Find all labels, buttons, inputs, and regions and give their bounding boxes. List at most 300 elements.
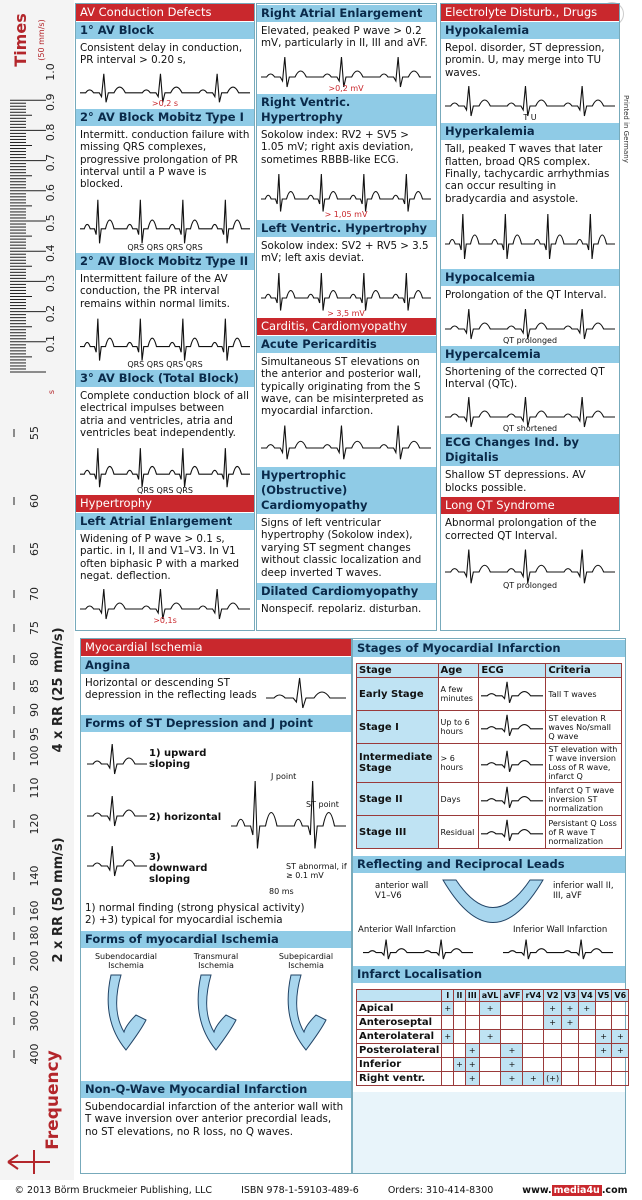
inferior-wall-label: inferior wall II, III, aVF (553, 881, 614, 901)
anterior-infarction-label: Anterior Wall Infarction (358, 925, 456, 935)
anterior-ecg (363, 937, 473, 963)
ecg-trace (445, 397, 615, 427)
lead-mark (454, 1016, 466, 1030)
hypercalcemia-text: Shortening of the corrected QT Interval (QTc). (445, 365, 605, 391)
ischemia-forms-diagram (81, 948, 351, 1080)
lead-mark: + (544, 1002, 562, 1016)
stages-col-criteria: Criteria (546, 664, 622, 678)
lead-ii: II (454, 990, 466, 1002)
frequency-label: 75 (28, 621, 41, 635)
lead-mark (544, 1044, 562, 1058)
dilated-cardiomyopathy-text: Nonspecif. repolariz. disturban. (261, 602, 422, 615)
lead-mark (595, 1002, 612, 1016)
electrolyte-disturb-drugs-header: Electrolyte Disturb., Drugs (441, 4, 619, 21)
2-av-block-mobitz-type-ii-header: 2° AV Block Mobitz Type II (76, 252, 254, 270)
hypocalcemia-header: Hypocalcemia (441, 268, 619, 286)
j-point-label: J point (271, 772, 297, 781)
stage-row (357, 816, 622, 849)
frequency-label: 400 (28, 1043, 41, 1065)
lead-mark (454, 1044, 466, 1058)
time-label: 0.6 (44, 184, 57, 202)
ecg-caption: >0,2 mV (328, 83, 364, 93)
lead-mark (595, 1058, 612, 1072)
ischemia-title: Myocardial Ischemia (81, 639, 351, 656)
localisation-title: Infarct Localisation (353, 965, 625, 983)
time-label: 0.8 (44, 123, 57, 142)
time-unit: s (47, 389, 56, 395)
lead-rv4: rV4 (523, 990, 544, 1002)
upward-sloping-ecg (87, 740, 147, 780)
localisation-row (357, 1016, 629, 1030)
j-point-ecg (231, 772, 346, 862)
hypocalcemia-ecg (445, 305, 615, 345)
printed-note: Printed in Germany (622, 95, 630, 163)
time-label: 0.3 (44, 274, 57, 293)
ecg-trace (481, 820, 543, 841)
hypertrophy-header: Hypertrophy (76, 495, 254, 512)
lead-mark: + (595, 1044, 612, 1058)
stage-criteria: ST elevation R waves No/small Q wave (546, 711, 622, 744)
stages-col-stage: Stage (357, 664, 439, 678)
form-horizontal: 2) horizontal (149, 812, 222, 823)
lead-mark: + (442, 1030, 454, 1044)
hyperkalemia-header: Hyperkalemia (441, 122, 619, 140)
acute-pericarditis-header: Acute Pericarditis (257, 335, 436, 353)
time-label: 0.4 (44, 244, 57, 262)
left-ventric-hypertrophy-header: Left Ventric. Hypertrophy (257, 219, 436, 237)
lead-mark (501, 1002, 523, 1016)
lead-mark: + (595, 1030, 612, 1044)
stage-name: Stage II (357, 783, 439, 816)
ecg-caption: T U (523, 113, 537, 123)
time-label: 0.5 (44, 214, 57, 232)
subendocardial-label: Subendocardial Ischemia (94, 951, 158, 970)
localisation-row (357, 1030, 629, 1044)
ecg-trace (87, 796, 147, 826)
lead-mark: + (612, 1044, 629, 1058)
carditis-cardiomyopathy-header: Carditis, Cardiomyopathy (257, 318, 436, 335)
right-atrial-enlargement-ecg (261, 53, 431, 93)
ecg-caption: QRS QRS QRS QRS (127, 242, 203, 252)
left-atrial-enlargement-text: Widening of P wave > 0.1 s, partic. in I, II and V1–V3. In V1 often biphasic P with a marked negat. deflection. (80, 532, 240, 582)
3-av-block-total-block-header: 3° AV Block (Total Block) (76, 369, 254, 387)
lead-mark (562, 1058, 579, 1072)
dilated-cardiomyopathy-header: Dilated Cardiomyopathy (257, 582, 436, 600)
lead-mark: + (454, 1058, 466, 1072)
frequency-label: 160 (28, 900, 41, 922)
infarction-section (352, 638, 626, 1174)
lead-mark (595, 1072, 612, 1086)
ecg-caption: QT prolonged (502, 335, 558, 345)
lead-v4: V4 (578, 990, 595, 1002)
lead-mark: + (544, 1016, 562, 1030)
ecg-changes-ind-by-digitalis-text: Shallow ST depressions. AV blocks possible. (445, 469, 586, 494)
frequency-label: 95 (28, 727, 41, 741)
left-ventric-hypertrophy-ecg (261, 268, 431, 318)
com-text: .com (601, 1184, 628, 1196)
lead-mark (442, 1016, 454, 1030)
form-downward: 3) downward sloping (149, 852, 208, 885)
lead-mark (523, 1058, 544, 1072)
stage-criteria: Infarct Q T wave inversion ST normalization (546, 783, 622, 816)
heart-section-icon (438, 875, 548, 930)
st-point-label: ST point (306, 800, 339, 809)
column-atrial-cardiomyopathy (256, 3, 437, 631)
frequency-label: 180 (28, 925, 41, 947)
ecg-caption: > 1,05 mV (324, 210, 368, 220)
stage-ecg (479, 678, 546, 711)
ecg-trace (231, 781, 346, 849)
stage-criteria: Persistant Q Loss of R wave T normalization (546, 816, 622, 849)
lead-mark (578, 1044, 595, 1058)
lead-mark: + (465, 1072, 479, 1086)
lead-mark (578, 1058, 595, 1072)
2-av-block-mobitz-type-ii-text: Intermittent failure of the AV conduction, the PR interval remains within normal limits. (80, 272, 230, 310)
form-upward: 1) upward sloping (149, 748, 207, 770)
ischemia-section (80, 638, 352, 1174)
lead-mark (479, 1072, 501, 1086)
lead-mark (612, 1072, 629, 1086)
ecg-trace (481, 682, 543, 703)
lead-mark (562, 1072, 579, 1086)
time-label: 0.9 (44, 93, 57, 111)
ecg-trace (80, 448, 250, 487)
lead-mark (544, 1058, 562, 1072)
acute-pericarditis-ecg (261, 421, 431, 466)
lead-mark (523, 1002, 544, 1016)
lead-mark (465, 1030, 479, 1044)
stage-name: Early Stage (357, 678, 439, 711)
ms-label: 80 ms (269, 887, 294, 896)
ecg-caption: >0,1s (153, 616, 177, 626)
stage-age: A few minutes (438, 678, 479, 711)
brand-text: media4u (553, 1184, 600, 1196)
ecg-trace (261, 174, 431, 212)
frequency-label: 110 (28, 777, 41, 799)
stages-col-age: Age (438, 664, 479, 678)
lead-iii: III (465, 990, 479, 1002)
lead-mark (523, 1044, 544, 1058)
forms-ischemia-title: Forms of myocardial Ischemia (81, 930, 351, 948)
copyright: © 2013 Börm Bruckmeier Publishing, LLC (14, 1184, 213, 1196)
hypocalcemia-text: Prolongation of the QT Interval. (445, 289, 607, 302)
ecg-trace (87, 846, 147, 876)
downward-sloping-ecg (87, 842, 147, 882)
lead-mark (612, 1002, 629, 1016)
ecg-trace (445, 86, 615, 116)
stages-title: Stages of Myocardial Infarction (353, 639, 625, 657)
stage-age: > 6 hours (438, 744, 479, 783)
stages-col-ecg: ECG (479, 664, 546, 678)
localisation-row (357, 1044, 629, 1058)
st-depression-title: Forms of ST Depression and J point (81, 714, 351, 732)
lead-mark: + (562, 1016, 579, 1030)
ecg-trace (261, 273, 431, 311)
long-qt-syndrome-ecg (445, 545, 615, 590)
lead-mark (501, 1016, 523, 1030)
hypokalemia-header: Hypokalemia (441, 21, 619, 39)
lead-mark: + (501, 1072, 523, 1086)
location-name: Posterolateral (357, 1044, 442, 1058)
location-name: Apical (357, 1002, 442, 1016)
inferior-ecg (503, 937, 613, 963)
stage-ecg (479, 711, 546, 744)
lead-v6: V6 (612, 990, 629, 1002)
stage-name: Stage III (357, 816, 439, 849)
lead-mark (479, 1016, 501, 1030)
ecg-ruler (0, 0, 74, 1180)
2-av-block-mobitz-type-i-text: Intermitt. conduction failure with missing QRS complexes, progressive prolongation of PR interval until a P wave is blocked. (80, 128, 250, 191)
frequency-label: 100 (28, 745, 41, 767)
nonq-title: Non-Q-Wave Myocardial Infarction (81, 1080, 351, 1098)
lead-mark (465, 1002, 479, 1016)
lead-mark: + (523, 1072, 544, 1086)
lead-mark (479, 1044, 501, 1058)
times-title: Times (11, 13, 30, 67)
st-depression-diagram (81, 732, 351, 902)
lead-mark (501, 1030, 523, 1044)
stage-ecg (479, 816, 546, 849)
1-av-block-text: Consistent delay in conduction, PR interval > 0.20 s, (80, 42, 243, 67)
ecg-trace (503, 940, 613, 960)
ecg-trace (266, 678, 346, 708)
location-name: Inferior (357, 1058, 442, 1072)
st-note-2: 2) +3) typical for myocardial ischemia (85, 914, 283, 927)
rr4-label: 4 x RR (25 mm/s) (51, 627, 66, 753)
ecg-trace (80, 589, 250, 619)
angina-text: Horizontal or descending ST depression in the reflecting leads (85, 677, 257, 702)
frequency-label: 140 (28, 865, 41, 887)
ecg-trace (481, 715, 543, 736)
lead-mark: + (479, 1030, 501, 1044)
ecg-trace (80, 319, 250, 361)
localisation-table (356, 989, 629, 1086)
angina-ecg (266, 674, 346, 714)
frequency-label: 300 (28, 1010, 41, 1032)
1-av-block-header: 1° AV Block (76, 21, 254, 39)
right-atrial-enlargement-header: Right Atrial Enlargement (257, 4, 436, 22)
frequency-label: 250 (28, 985, 41, 1007)
left-ventric-hypertrophy-text: Sokolow index: SV2 + RV5 > 3.5 mV; left axis deviat. (261, 240, 429, 265)
frequency-title: Frequency (43, 1050, 63, 1150)
stage-age: Days (438, 783, 479, 816)
long-qt-syndrome-text: Abnormal prolongation of the corrected QT Interval. (445, 517, 597, 542)
location-name: Anterolateral (357, 1030, 442, 1044)
lead-mark (562, 1044, 579, 1058)
hypertrophic-obstructive-cardiomyopathy-text: Signs of left ventricular hypertrophy (Sokolow index), varying ST segment changes without classic localization and deep inverted T waves. (261, 516, 422, 579)
isbn: ISBN 978-1-59103-489-6 (241, 1184, 359, 1196)
lead-mark (454, 1002, 466, 1016)
transmural-label: Transmural Ischemia (193, 951, 239, 970)
arrow-icon (8, 1150, 50, 1174)
right-ventric-hypertrophy-text: Sokolow index: RV2 + SV5 > 1.05 mV; right axis deviation, sometimes RBBB-like ECG. (261, 128, 414, 166)
lead-mark (612, 1016, 629, 1030)
lead-mark (454, 1072, 466, 1086)
frequency-label: 85 (28, 679, 41, 693)
acute-pericarditis-text: Simultaneous ST elevations on the anterior and posterior wall, typically originating from the S wave, can be misinterpreted as myocardial infarction. (261, 355, 424, 418)
st-abnormal-label: ST abnormal, if ≥ 0.1 mV (286, 862, 347, 880)
lead-v5: V5 (595, 990, 612, 1002)
stage-ecg-trace (481, 784, 543, 812)
stage-criteria: Tall T waves (546, 678, 622, 711)
location-name: Right ventr. (357, 1072, 442, 1086)
lead-mark (578, 1016, 595, 1030)
frequency-label: 65 (28, 542, 41, 556)
website-link[interactable] (522, 1185, 627, 1196)
hypercalcemia-header: Hypercalcemia (441, 345, 619, 363)
horizontal-ecg (87, 792, 147, 832)
lead-mark (442, 1058, 454, 1072)
localisation-row (357, 1058, 629, 1072)
frequency-label: 80 (28, 652, 41, 666)
stage-row (357, 783, 622, 816)
column-conduction-hypertrophy (75, 3, 255, 631)
stage-age: Residual (438, 816, 479, 849)
2-av-block-mobitz-type-ii-ecg (80, 313, 250, 369)
ecg-trace (87, 744, 147, 774)
heart-wall-icon (186, 970, 246, 1060)
ecg-caption: >0,2 s (151, 98, 179, 108)
leads-title: Reflecting and Reciprocal Leads (353, 855, 625, 873)
ecg-caption: QRS QRS QRS QRS (127, 360, 203, 370)
lead-mark (562, 1030, 579, 1044)
ecg-trace (481, 751, 543, 772)
lead-mark (465, 1016, 479, 1030)
right-atrial-enlargement-text: Elevated, peaked P wave > 0.2 mV, particularly in II, III and aVF. (261, 25, 428, 50)
lead-mark (523, 1030, 544, 1044)
ecg-trace (363, 940, 473, 960)
lead-v3: V3 (562, 990, 579, 1002)
lead-mark: + (501, 1058, 523, 1072)
lead-mark (595, 1016, 612, 1030)
stage-ecg-trace (481, 748, 543, 776)
inferior-infarction-label: Inferior Wall Infarction (513, 925, 608, 935)
hypertrophic-obstructive-cardiomyopathy-header: Hypertrophic (Obstructive) Cardiomyopathy (257, 466, 436, 514)
time-label: 0.2 (44, 304, 57, 323)
stage-ecg-trace (481, 712, 543, 740)
ecg-trace (261, 57, 431, 87)
frequency-label: 55 (28, 426, 41, 440)
right-ventric-hypertrophy-header: Right Ventric. Hypertrophy (257, 93, 436, 126)
frequency-label: 60 (28, 494, 41, 508)
angina-title: Angina (81, 656, 351, 674)
lead-avf: aVF (501, 990, 523, 1002)
lead-mark: + (501, 1044, 523, 1058)
stage-ecg (479, 783, 546, 816)
2-av-block-mobitz-type-i-ecg (80, 194, 250, 252)
stage-row (357, 744, 622, 783)
hypokalemia-ecg (445, 82, 615, 122)
lead-mark (544, 1030, 562, 1044)
www-text: www. (522, 1184, 552, 1196)
hypokalemia-text: Repol. disorder, ST depression, promin. U, may merge into TU waves. (445, 42, 605, 79)
2-av-block-mobitz-type-i-header: 2° AV Block Mobitz Type I (76, 108, 254, 126)
ecg-trace (261, 425, 431, 459)
time-label: 0.7 (44, 153, 57, 172)
times-speed: (50 mm/s) (37, 19, 46, 61)
1-av-block-ecg (80, 70, 250, 108)
ecg-trace (80, 200, 250, 244)
hypercalcemia-ecg (445, 393, 615, 433)
ecg-changes-ind-by-digitalis-header: ECG Changes Ind. by Digitalis (441, 433, 619, 466)
frequency-label: 120 (28, 813, 41, 835)
right-ventric-hypertrophy-ecg (261, 169, 431, 219)
column-electrolyte (440, 3, 620, 631)
lead-v2: V2 (544, 990, 562, 1002)
st-note-1: 1) normal finding (strong physical activity) (85, 902, 305, 914)
ecg-trace (445, 214, 615, 259)
3-av-block-total-block-text: Complete conduction block of all electrical impulses between atria and ventricles, atria and ventricles beat independently. (80, 390, 249, 440)
location-name: Anteroseptal (357, 1016, 442, 1030)
ecg-trace (445, 309, 615, 339)
subepicardial-label: Subepicardial Ischemia (278, 951, 334, 970)
lead-i: I (442, 990, 454, 1002)
3-av-block-total-block-ecg (80, 443, 250, 495)
localisation-row (357, 1002, 629, 1016)
orders: Orders: 310-414-8300 (387, 1184, 494, 1196)
lead-avl: aVL (479, 990, 501, 1002)
lead-mark (578, 1030, 595, 1044)
lead-mark: (+) (544, 1072, 562, 1086)
lead-mark: + (465, 1044, 479, 1058)
lead-mark (578, 1072, 595, 1086)
av-conduction-defects-header: AV Conduction Defects (76, 4, 254, 21)
localisation-row (357, 1072, 629, 1086)
stage-name: Stage I (357, 711, 439, 744)
lead-mark: + (479, 1002, 501, 1016)
stage-row (357, 711, 622, 744)
lead-mark: + (442, 1002, 454, 1016)
rr2-label: 2 x RR (50 mm/s) (51, 837, 66, 963)
lead-mark (442, 1072, 454, 1086)
stage-criteria: ST elevation with T wave inversion Loss of R wave, infarct Q (546, 744, 622, 783)
lead-mark (479, 1058, 501, 1072)
long-qt-syndrome-header: Long QT Syndrome (441, 497, 619, 514)
frequency-label: 200 (28, 950, 41, 972)
lead-mark: + (578, 1002, 595, 1016)
time-label: 1.0 (44, 63, 57, 81)
lead-mark (454, 1030, 466, 1044)
lead-corner (357, 990, 442, 1002)
lead-mark: + (612, 1030, 629, 1044)
ecg-caption: QT prolonged (502, 581, 558, 591)
footer (0, 1180, 642, 1200)
frequency-label: 90 (28, 703, 41, 717)
hyperkalemia-text: Tall, peaked T waves that later flatten, broad QRS complex. Finally, tachycardic arrhythmias can occur resulting in bradycardia and asystole. (445, 143, 610, 205)
ecg-trace (445, 550, 615, 584)
left-atrial-enlargement-header: Left Atrial Enlargement (76, 512, 254, 530)
stage-ecg (479, 744, 546, 783)
lead-mark (612, 1058, 629, 1072)
leads-diagram (353, 873, 625, 965)
stage-row (357, 678, 622, 711)
hyperkalemia-ecg (445, 208, 615, 268)
nonq-text: Subendocardial infarction of the anterior wall with T wave inversion over anterior precordial leads, no ST elevations, no R loss, no Q waves. (85, 1100, 344, 1138)
stage-ecg-trace (481, 817, 543, 845)
heart-wall-icon (276, 970, 336, 1060)
ecg-trace (481, 787, 543, 808)
lead-mark (523, 1016, 544, 1030)
stage-age: Up to 6 hours (438, 711, 479, 744)
time-label: 0.1 (44, 335, 57, 353)
stage-name: Intermediate Stage (357, 744, 439, 783)
lead-mark (442, 1044, 454, 1058)
lead-mark: + (562, 1002, 579, 1016)
stages-table (356, 663, 622, 849)
anterior-wall-label: anterior wall V1–V6 (375, 881, 429, 901)
ecg-caption: QRS QRS QRS (137, 485, 193, 495)
frequency-label: 70 (28, 587, 41, 601)
